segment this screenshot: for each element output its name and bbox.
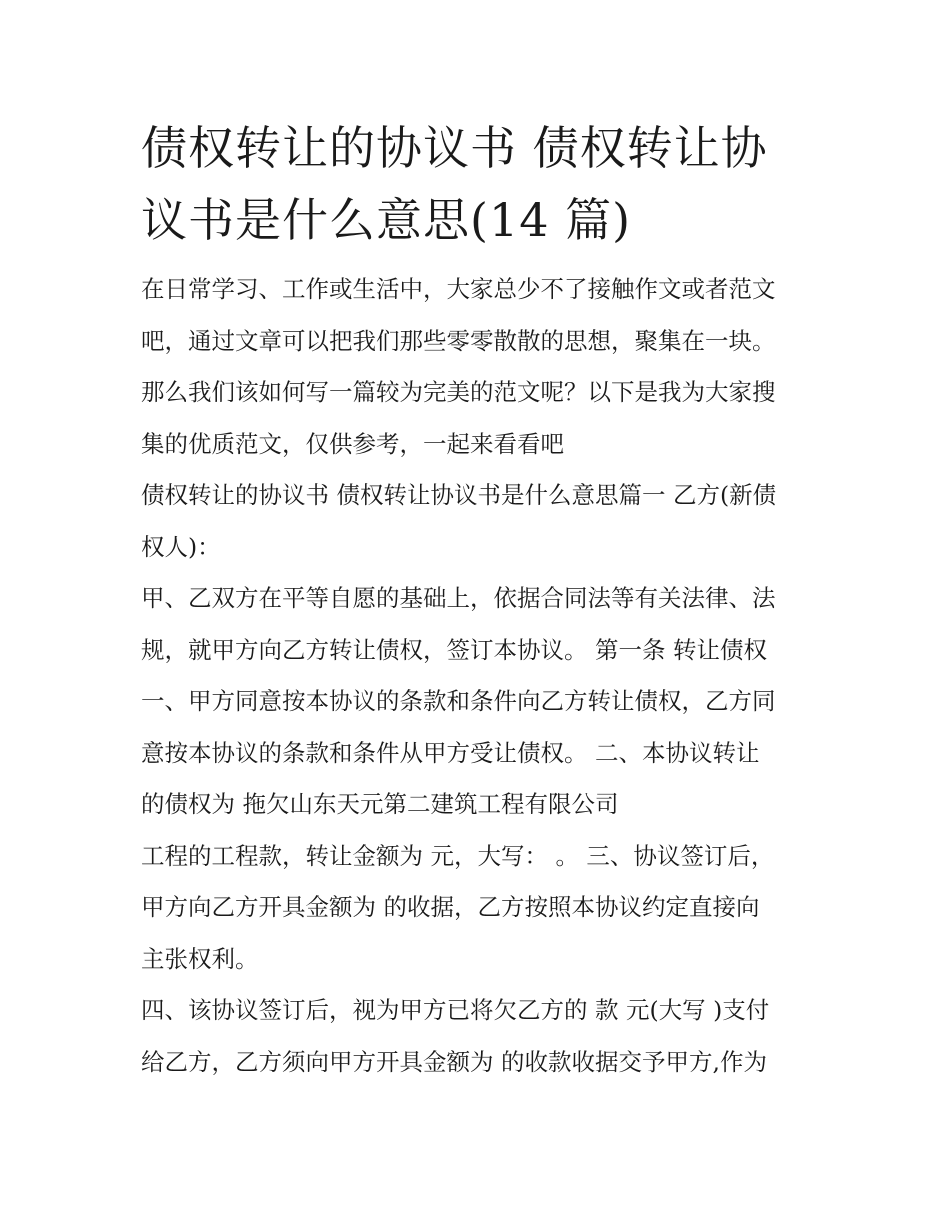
document-page xyxy=(141,112,813,1088)
paragraph-clause-four: 四、该协议签订后，视为甲方已将欠乙方的 款 元(大写 )支付 给乙方，乙方须向甲方开具金额为 的收款收据交予甲方,作为 xyxy=(141,996,770,1076)
document-title: 债权转让的协议书 债权转让协 议书是什么意思(14 篇) xyxy=(141,121,768,247)
paragraph-article-one: 甲、乙双方在平等自愿的基础上，依据合同法等有关法律、法 规，就甲方向乙方转让债权，签订本协议。 第一条 转让债权 一、甲方同意按本协议的条款和条件向乙方转让债权，乙方同 意按本协议的条款和条件从甲方受让债权。 二、本协议转让 的债权为 拖欠山东天元第二建筑工程有限公司 xyxy=(141,584,776,818)
paragraph-section-heading: 债权转让的协议书 债权转让协议书是什么意思篇一 乙方(新债 权人)： xyxy=(141,481,777,561)
paragraph-intro: 在日常学习、工作或生活中，大家总少不了接触作文或者范文 吧，通过文章可以把我们那些零零散散的思想，聚集在一块。 那么我们该如何写一篇较为完美的范文呢？以下是我为大家搜 集的优质范文，仅供参考，一起来看看吧 xyxy=(141,275,776,458)
paragraph-clause-three: 工程的工程款，转让金额为 元，大写： 。 三、协议签订后， 甲方向乙方开具金额为 的收据，乙方按照本协议约定直接向 主张权利。 xyxy=(141,841,775,973)
